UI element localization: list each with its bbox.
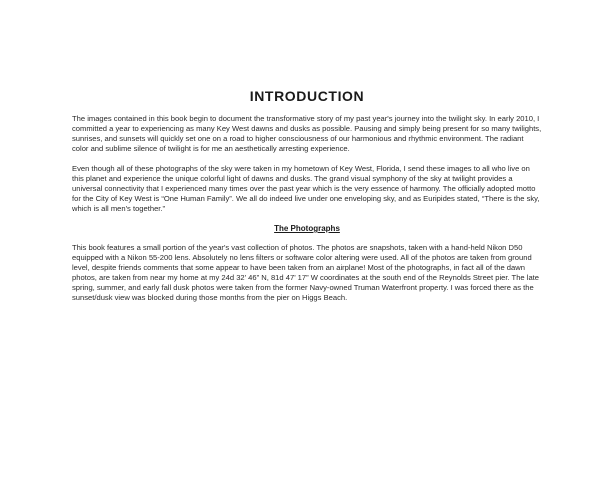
intro-paragraph-2: Even though all of these photographs of the sky were taken in my hometown of Key West, Florida, I send these images to all who live on this planet and experience the unique colorful light of dawns and dusks. The grand visual symphony of the sky at twilight provides a universal connectivity that I experienced many times over the past year which is the very essence of harmony. The officially adopted motto for the City of Key West is “One Human Family”. We all do indeed live under one enveloping sky, and as Euripides stated, “There is the sky, which is all men's together.” xyxy=(72,164,540,213)
photographs-paragraph: This book features a small portion of the year's vast collection of photos. The photos are snapshots, taken with a hand-held Nikon D50 equipped with a Nikon 55-200 lens. Absolutely no lens filters or software color altering were used. All of the photos are taken from ground level, despite friends comments that some appear to have been taken from an airplane! Most of the photographs, in fact all of the dawn photos, are taken from near my home at my 24d 32’ 46” N, 81d 47’ 17” W coordinates at the south end of the Reynolds Street pier. The late spring, summer, and early fall dusk photos were taken from the former Navy-owned Truman Waterfront property. I was forced there as the sunset/dusk view was blocked during those months from the pier on Higgs Beach. xyxy=(72,243,539,302)
section-heading-photographs: The Photographs xyxy=(274,224,340,233)
intro-paragraph-1: The images contained in this book begin to document the transformative story of my past year's journey into the twilight sky. In early 2010, I committed a year to experiencing as many Key West dawns and dusks as possible. Pausing and simply being present for so many twilights, sunrises, and sunsets will quickly set one on a road to higher consciousness of our harmonious and rhythmic environment. The radiant color and sublime silence of twilight is for me an aesthetically arresting experience. xyxy=(72,114,542,153)
page-title: INTRODUCTION xyxy=(249,88,365,104)
document-page xyxy=(72,88,542,313)
